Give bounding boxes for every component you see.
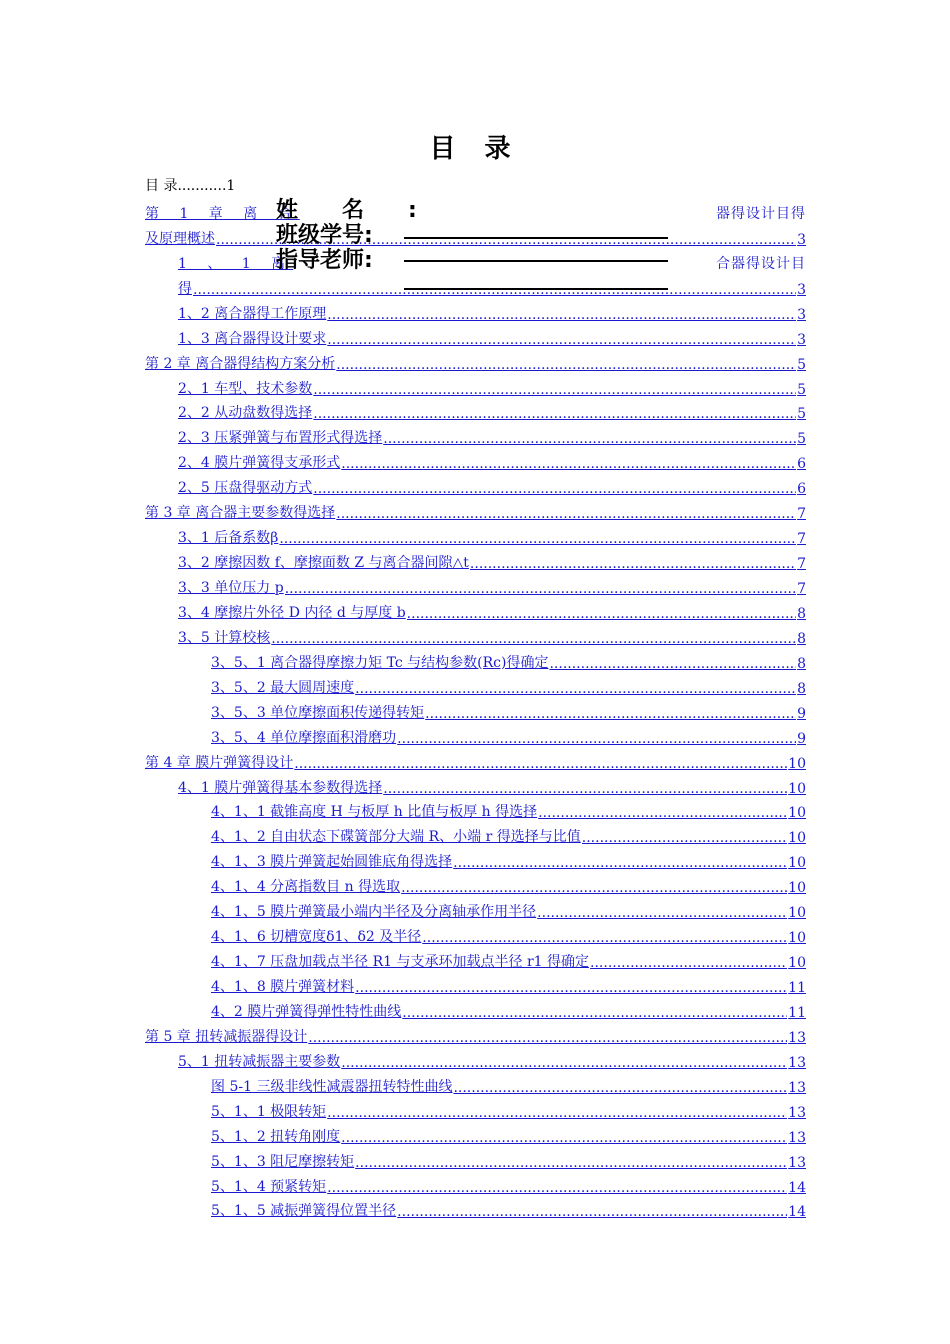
toc-entry[interactable] [145, 1096, 806, 1121]
toc-entry-page: 3 [797, 331, 806, 348]
toc-entry-page: 13 [788, 1079, 806, 1096]
toc-entry-page: 8 [797, 655, 806, 672]
toc-entry-page: 10 [788, 855, 806, 872]
toc-entry[interactable] [145, 298, 806, 323]
toc-entry[interactable] [145, 1196, 806, 1221]
toc-entry-text: 3、5 计算校核 [178, 629, 271, 646]
toc-entry[interactable] [145, 946, 806, 971]
leader-dots [401, 880, 787, 896]
leader-dots [279, 531, 796, 547]
leader-dots [383, 781, 787, 797]
toc-entry-page: 5 [797, 356, 806, 373]
toc-entry-page: 10 [788, 905, 806, 922]
toc-entry[interactable] [145, 1021, 806, 1046]
toc-entry[interactable] [145, 422, 806, 447]
toc-entry-page: 14 [788, 1179, 806, 1196]
toc-entry-page: 3 [797, 281, 806, 298]
toc-entry-text: 2、5 压盘得驱动方式 [178, 480, 313, 497]
toc-entry-text: 1 、 1 离 [178, 255, 294, 272]
leader-dots [271, 631, 796, 647]
toc-entry-text: 2、3 压紧弹簧与布置形式得选择 [178, 430, 383, 447]
leader-dots [453, 1080, 787, 1096]
toc-entry-text: 3、1 后备系数β [178, 530, 279, 547]
leader-dots [397, 731, 796, 747]
toc-entry-page: 7 [797, 531, 806, 548]
leader-dots [402, 1005, 787, 1021]
leader-dots [341, 1055, 787, 1071]
toc-entry[interactable] [145, 921, 806, 946]
toc-entry-text: 2、1 车型、技术参数 [178, 380, 313, 397]
toc-entry[interactable] [145, 1171, 806, 1196]
toc-entry-text: 5、1、3 阻尼摩擦转矩 [211, 1153, 355, 1170]
toc-entry-text: 第 1 章 离 合 [145, 205, 300, 222]
toc-entry-text: 图 5-1 三级非线性减震器扭转特性曲线 [211, 1078, 453, 1095]
toc-entry-page: 7 [797, 556, 806, 573]
toc-entry-page: 9 [797, 705, 806, 722]
toc-entry[interactable] [145, 697, 806, 722]
leader-dots [407, 606, 796, 622]
leader-dots [355, 1155, 787, 1171]
toc-entry-text: 合器得设计目 [716, 255, 806, 272]
toc-entry[interactable] [145, 622, 806, 647]
toc-entry-text: 3、5、1 离合器得摩擦力矩 Tc 与结构参数(Rc)得确定 [211, 654, 549, 671]
leader-dots [341, 1130, 787, 1146]
leader-dots [327, 307, 796, 323]
toc-entry-page: 7 [797, 581, 806, 597]
toc-entry-page: 11 [788, 980, 806, 996]
toc-entry[interactable] [145, 472, 806, 497]
toc-entry-page: 8 [797, 630, 806, 647]
toc-entry-text: 5、1、2 扭转角刚度 [211, 1128, 341, 1145]
toc-entry-page: 5 [797, 431, 806, 448]
leader-dots [425, 706, 796, 722]
toc-entry-page: 8 [797, 680, 806, 697]
toc-entry-text: 5、1、4 预紧转矩 [211, 1178, 327, 1195]
toc-entry[interactable] [145, 797, 806, 822]
toc-entry[interactable] [145, 373, 806, 398]
toc-entry[interactable] [145, 747, 806, 772]
toc-entry-page: 13 [788, 1029, 806, 1046]
name-label: 姓名: [276, 198, 461, 223]
toc-entry[interactable] [145, 1121, 806, 1146]
leader-dots [327, 1105, 787, 1121]
leader-dots [453, 855, 787, 871]
toc-entry-page: 6 [797, 481, 806, 498]
toc-entry-text: 3、5、3 单位摩擦面积传递得转矩 [211, 704, 425, 721]
toc-entry-text: 3、3 单位压力 p [178, 580, 284, 596]
toc-entry[interactable] [145, 547, 806, 572]
toc-entry[interactable] [145, 597, 806, 622]
table-of-contents [145, 198, 806, 1220]
toc-entry-text: 4、1、1 截锥高度 H 与板厚 h 比值与板厚 h 得选择 [211, 804, 538, 821]
toc-entry-page: 7 [797, 506, 806, 523]
toc-entry[interactable] [145, 647, 806, 672]
toc-entry-text: 5、1 扭转减振器主要参数 [178, 1053, 341, 1070]
leader-dots [582, 830, 787, 846]
toc-entry-text: 得 [178, 280, 192, 297]
toc-entry-text: 器得设计目得 [716, 205, 806, 222]
toc-entry[interactable] [145, 772, 806, 797]
toc-entry[interactable] [145, 522, 806, 547]
toc-entry[interactable] [145, 447, 806, 472]
leader-dots [336, 506, 796, 522]
leader-dots [336, 357, 796, 373]
leader-dots [285, 581, 796, 597]
toc-entry[interactable] [145, 672, 806, 697]
toc-entry-text: 1、2 离合器得工作原理 [178, 305, 327, 322]
toc-entry-page: 10 [788, 755, 806, 772]
toc-entry-page: 11 [788, 1004, 806, 1021]
toc-entry-text: 4、1、3 膜片弹簧起始圆锥底角得选择 [211, 854, 453, 871]
toc-entry-text: 5、1、1 极限转矩 [211, 1103, 327, 1120]
leader-dots [308, 1030, 787, 1046]
leader-dots [397, 1204, 787, 1220]
teacher-line [276, 243, 676, 273]
toc-entry-text: 4、1、6 切槽宽度δ1、δ2 及半径 [211, 929, 422, 946]
toc-entry-text: 第 4 章 膜片弹簧得设计 [145, 754, 294, 771]
leader-dots [313, 481, 796, 497]
toc-entry-text: 4、1、4 分离指数目 n 得选取 [211, 879, 401, 896]
teacher-underline [404, 260, 668, 262]
leader-dots [341, 456, 796, 472]
toc-entry-page: 14 [788, 1204, 806, 1221]
toc-entry-text: 5、1、5 减振弹簧得位置半径 [211, 1203, 397, 1220]
toc-entry[interactable] [145, 323, 806, 348]
leader-dots [383, 431, 796, 447]
extra-underline [404, 288, 668, 290]
toc-entry-text: 及原理概述 [145, 230, 215, 247]
toc-entry-text: 4、1、2 自由状态下碟簧部分大端 R、小端 r 得选择与比值 [211, 829, 581, 846]
toc-entry-text: 4、1、7 压盘加载点半径 R1 与支承环加载点半径 r1 得确定 [211, 954, 590, 971]
leader-dots [538, 805, 787, 821]
leader-dots [327, 332, 796, 348]
toc-entry[interactable] [145, 348, 806, 373]
toc-entry[interactable] [145, 572, 806, 597]
toc-entry-page: 10 [788, 955, 806, 972]
toc-entry[interactable] [145, 722, 806, 747]
toc-entry-page: 10 [788, 880, 806, 897]
toc-entry-page: 10 [788, 830, 806, 847]
toc-entry-page: 9 [797, 730, 806, 747]
toc-entry-text: 1、3 离合器得设计要求 [178, 330, 327, 347]
toc-entry-page: 13 [788, 1104, 806, 1121]
toc-heading: 目 录...........1 [145, 178, 236, 194]
leader-dots [355, 980, 787, 996]
teacher-label: 指导老师: [276, 248, 373, 273]
toc-entry-page: 10 [788, 930, 806, 947]
leader-dots [355, 681, 796, 697]
leader-dots [537, 905, 787, 921]
toc-entry[interactable] [145, 821, 806, 846]
toc-entry-text: 3、5、2 最大圆周速度 [211, 679, 355, 696]
toc-entry-text: 4、1、8 膜片弹簧材料 [211, 979, 355, 995]
leader-dots [422, 930, 787, 946]
toc-entry-text: 4、1、5 膜片弹簧最小端内半径及分离轴承作用半径 [211, 904, 537, 921]
toc-entry-page: 5 [797, 406, 806, 423]
toc-entry-text: 第 3 章 离合器主要参数得选择 [145, 505, 336, 522]
toc-entry[interactable] [145, 971, 806, 996]
student-info-block [276, 193, 676, 273]
leader-dots [590, 955, 787, 971]
toc-entry-text: 2、2 从动盘数得选择 [178, 405, 313, 422]
leader-dots [327, 1180, 787, 1196]
toc-entry-page: 13 [788, 1054, 806, 1071]
toc-entry-section-1-1-cont[interactable] [145, 273, 806, 298]
toc-entry-page: 3 [797, 306, 806, 323]
toc-entry[interactable] [145, 1071, 806, 1096]
toc-entry-page: 13 [788, 1154, 806, 1171]
class-label: 班级学号: [276, 223, 373, 248]
toc-entry[interactable] [145, 1146, 806, 1171]
toc-entry-text: 3、5、4 单位摩擦面积滑磨功 [211, 729, 397, 746]
leader-dots [313, 406, 796, 422]
toc-entry-page: 10 [788, 780, 806, 797]
toc-entry-page: 6 [797, 456, 806, 473]
toc-entry-text: 4、2 膜片弹簧得弹性特性曲线 [211, 1003, 402, 1020]
toc-entry-text: 3、4 摩擦片外径 D 内径 d 与厚度 b [178, 604, 406, 621]
leader-dots [294, 756, 787, 772]
toc-entry-page: 10 [788, 805, 806, 822]
toc-entry[interactable] [145, 846, 806, 871]
toc-entry-text: 4、1 膜片弹簧得基本参数得选择 [178, 779, 383, 796]
leader-dots [549, 656, 796, 672]
toc-entry-text: 3、2 摩擦因数 f、摩擦面数 Z 与离合器间隙△t [178, 555, 469, 572]
leader-dots [313, 382, 796, 398]
toc-entry[interactable] [145, 896, 806, 921]
toc-entry-page: 3 [797, 231, 806, 248]
toc-entry-text: 2、4 膜片弹簧得支承形式 [178, 455, 341, 472]
class-underline [404, 237, 668, 239]
toc-entry-text: 第 2 章 离合器得结构方案分析 [145, 355, 336, 372]
name-line [276, 193, 676, 223]
toc-entry-text: 第 5 章 扭转减振器得设计 [145, 1028, 308, 1045]
leader-dots [470, 556, 796, 572]
toc-entry[interactable] [145, 398, 806, 423]
toc-entry[interactable] [145, 1046, 806, 1071]
toc-entry[interactable] [145, 871, 806, 896]
toc-entry-page: 13 [788, 1129, 806, 1146]
toc-entry[interactable] [145, 497, 806, 522]
toc-entry-page: 5 [797, 381, 806, 398]
toc-entry[interactable] [145, 996, 806, 1021]
page-title: 目 录 [429, 134, 521, 164]
class-line [276, 218, 676, 248]
toc-entry-page: 8 [797, 605, 806, 622]
